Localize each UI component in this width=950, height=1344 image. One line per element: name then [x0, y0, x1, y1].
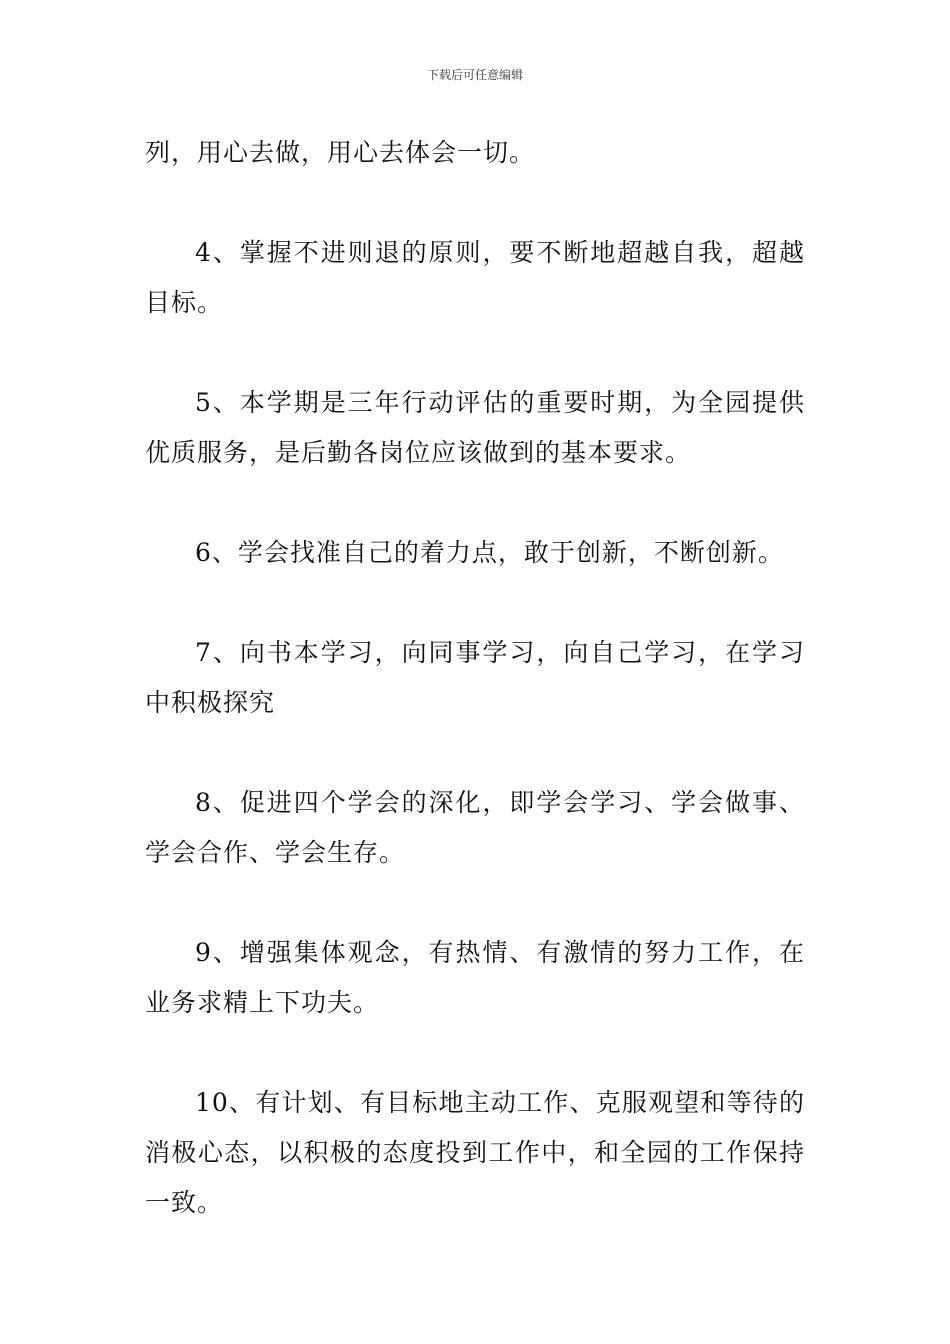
paragraph-item-4: 4、掌握不进则退的原则，要不断地超越自我，超越目标。 — [145, 238, 805, 317]
paragraph-item-5: 5、本学期是三年行动评估的重要时期，为全园提供优质服务，是后勤各岗位应该做到的基本要求。 — [145, 388, 805, 467]
paragraph-item-7: 7、向书本学习，向同事学习，向自己学习，在学习中积极探究 — [145, 638, 805, 717]
page-header: 下载后可任意编辑 — [426, 68, 523, 82]
paragraph-continued: 列，用心去做，用心去体会一切。 — [145, 138, 536, 167]
paragraph-item-8: 8、促进四个学会的深化，即学会学习、学会做事、学会合作、学会生存。 — [145, 788, 805, 867]
document-body — [145, 128, 805, 1278]
paragraph-item-9: 9、增强集体观念，有热情、有激情的努力工作，在业务求精上下功夫。 — [145, 938, 805, 1017]
paragraph-item-10: 10、有计划、有目标地主动工作、克服观望和等待的消极心态，以积极的态度投到工作中，和全园的工作保持一致。 — [145, 1088, 805, 1217]
paragraph-item-6: 6、学会找准自己的着力点，敢于创新，不断创新。 — [195, 538, 784, 567]
